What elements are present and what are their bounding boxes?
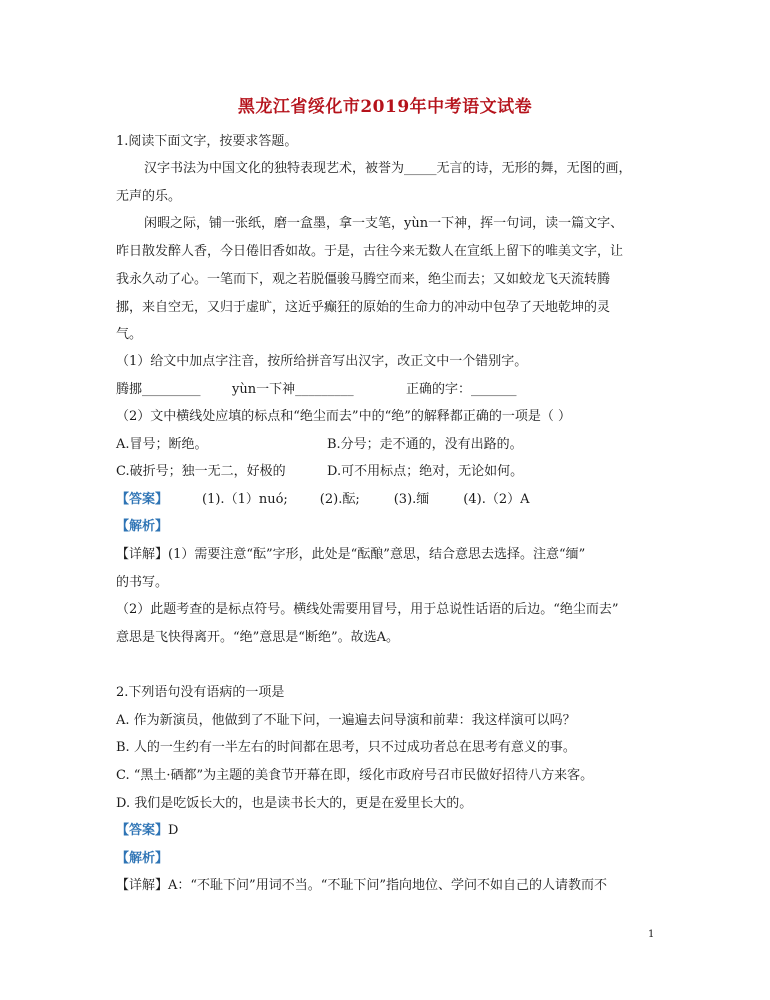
q1-paragraph2-line1: 闲暇之际，铺一张纸，磨一盒墨，拿一支笔，yùn一下神，挥一句词，读一篇文字、 bbox=[144, 216, 624, 231]
q2-option-d: D. 我们是吃饭长大的，也是读书长大的，更是在爱里长大的。 bbox=[116, 796, 473, 811]
q1-paragraph2-line2: 昨日散发醉人香，今日倦旧香如故。于是，古往今来无数人在宣纸上留下的唯美文字，让 bbox=[116, 244, 624, 259]
q2-option-b: B. 人的一生约有一半左右的时间都在思考，只不过成功者总在思考有意义的事。 bbox=[116, 740, 576, 755]
page-number: 1 bbox=[648, 929, 655, 940]
q1-paragraph2-line5: 气。 bbox=[116, 327, 143, 342]
q1-paragraph1-line2: 无声的乐。 bbox=[116, 189, 182, 204]
q1-detail-tag: 【详解】 bbox=[116, 547, 169, 562]
q1-analysis-tag: 【解析】 bbox=[116, 519, 169, 534]
q2-stem: 2.下列语句没有语病的一项是 bbox=[116, 685, 285, 700]
q1-answer-2: (2).酝; bbox=[319, 492, 360, 507]
q1-paragraph2-line3: 我永久动了心。一笔而下，观之若脱僵骏马腾空而来，绝尘而去；又如蛟龙飞天流转腾 bbox=[116, 272, 611, 287]
q1-blank-correct-char: 正确的字：_______ bbox=[406, 382, 517, 397]
q1-detail-row-1 bbox=[116, 546, 585, 564]
document-title: 黑龙江省绥化市2019年中考语文试卷 bbox=[237, 97, 533, 117]
q2-detail-tag: 【详解】 bbox=[116, 878, 169, 893]
q1-paragraph1-line1: 汉字书法为中国文化的独特表现艺术，被誉为_____无言的诗，无形的舞，无图的画， bbox=[144, 161, 632, 176]
q2-answer-tag: 【答案】 bbox=[116, 823, 169, 838]
q1-detail-2b: 意思是飞快得离开。“绝”意思是“断绝”。故选A。 bbox=[116, 630, 399, 645]
q2-answer-row bbox=[116, 822, 178, 840]
q2-detail-row bbox=[116, 877, 607, 895]
q1-stem: 1.阅读下面文字，按要求答题。 bbox=[116, 134, 298, 149]
q2-answer: D bbox=[168, 823, 179, 838]
q1-answer-4: (4).（2）A bbox=[463, 492, 530, 507]
q2-analysis-tag: 【解析】 bbox=[116, 851, 169, 866]
q1-answer-tag: 【答案】 bbox=[116, 492, 169, 507]
q1-paragraph2-line4: 挪，来自空无，又归于虚旷，这近乎癫狂的原始的生命力的冲动中包孕了天地乾坤的灵 bbox=[116, 300, 611, 315]
q1-subquestion-2: （2）文中横线处应填的标点和“绝尘而去”中的“绝”的解释都正确的一项是（ ） bbox=[116, 409, 571, 424]
q1-detail-1a: (1）需要注意“酝”字形，此处是“酝酿”意思，结合意思去选择。注意“缅” bbox=[168, 547, 586, 562]
q2-option-c: C. “黑土·硒都”为主题的美食节开幕在即，绥化市政府号召市民做好招待八方来客。 bbox=[116, 768, 594, 783]
q1-blank-yun: yùn一下神_________ bbox=[232, 382, 354, 397]
q2-detail: A：“不耻下问”用词不当。“不耻下问”指向地位、学问不如自己的人请教而不 bbox=[168, 878, 607, 893]
q1-option-b: B.分号；走不通的，没有出路的。 bbox=[327, 437, 523, 452]
q1-answer-3: (3).缅 bbox=[393, 492, 430, 507]
q1-detail-1b: 的书写。 bbox=[116, 575, 169, 590]
q1-subquestion-1: （1）给文中加点字注音，按所给拼音写出汉字，改正文中一个错别字。 bbox=[116, 354, 528, 369]
q1-option-d: D.可不用标点；绝对，无论如何。 bbox=[327, 464, 524, 479]
q2-option-a: A. 作为新演员，他做到了不耻下问，一遍遍去问导演和前辈：我这样演可以吗？ bbox=[116, 713, 576, 728]
q1-answer-1: (1).（1）nuó; bbox=[202, 492, 288, 507]
q1-answer-row bbox=[116, 491, 530, 509]
q1-option-a: A.冒号；断绝。 bbox=[116, 437, 208, 452]
q1-blank-tengnuo: 腾挪_________ bbox=[116, 382, 201, 397]
q1-option-c: C.破折号；独一无二，好极的 bbox=[116, 464, 286, 479]
q1-detail-2a: （2）此题考查的是标点符号。横线处需要用冒号，用于总说性话语的后边。“绝尘而去” bbox=[116, 602, 619, 617]
